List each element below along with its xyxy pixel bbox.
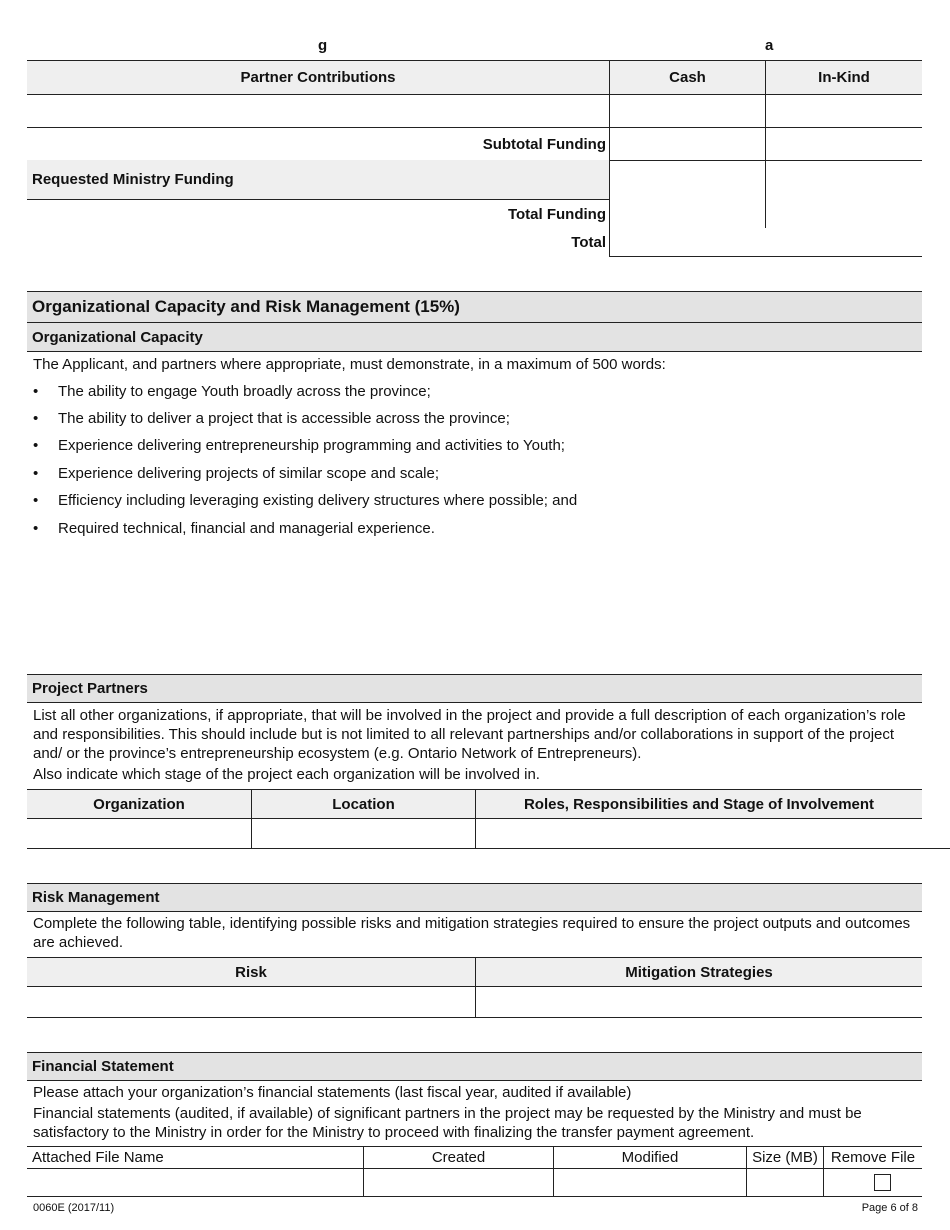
org-capacity-intro: The Applicant, and partners where appropriate, must demonstrate, in a maximum of 500 words: [33, 356, 666, 373]
total-funding-cash-field[interactable] [609, 200, 766, 229]
financial-statement-title: Financial Statement [27, 1052, 922, 1081]
requested-ministry-funding-label: Requested Ministry Funding [27, 160, 610, 200]
attached-file-name-cell[interactable] [27, 1168, 364, 1197]
table-divider [920, 848, 950, 849]
project-partners-description: List all other organizations, if appropriate, that will be involved in the project and provide a full description of each organization’s role and responsibilities. This should include but is not limited to all relevant partnerships and/or collaborations in support of the project and/ or the province’s entrepreneurship ecosystem (e.g. Ontario Network of Entrepreneurs). [33, 707, 906, 762]
remove-file-cell [823, 1168, 922, 1197]
roles-input[interactable] [475, 818, 922, 849]
requested-inkind-input[interactable] [765, 160, 922, 201]
org-capacity-risk-title: Organizational Capacity and Risk Management (15%) [27, 291, 922, 323]
size-header: Size (MB) [746, 1146, 824, 1169]
partner-inkind-input[interactable] [765, 94, 922, 128]
financial-statement-line2: Financial statements (audited, if available) of significant partners in the project may be requested by the Ministry and must be satisfactory to the Ministry in order for the Ministry to proceed with finalizing the transfer payment agreement. [33, 1105, 862, 1141]
risk-management-title: Risk Management [27, 883, 922, 912]
financial-statement-line1: Please attach your organization’s financial statements (last fiscal year, audited if available) [33, 1084, 632, 1101]
modified-header: Modified [553, 1146, 747, 1169]
mitigation-column-header: Mitigation Strategies [475, 957, 922, 987]
clipped-glyph: a [765, 37, 774, 54]
attached-file-name-header: Attached File Name [27, 1146, 364, 1169]
remove-file-checkbox[interactable] [874, 1174, 891, 1191]
partner-contributions-header: Partner Contributions [27, 60, 610, 95]
partner-cash-input[interactable] [609, 94, 766, 128]
total-label: Total [571, 233, 606, 251]
subtotal-cash-field[interactable] [609, 127, 766, 161]
clipped-glyph: g [318, 37, 328, 54]
modified-cell [553, 1168, 747, 1197]
org-capacity-subtitle: Organizational Capacity [27, 322, 922, 352]
project-partners-title: Project Partners [27, 674, 922, 703]
total-funding-label: Total Funding [507, 205, 606, 223]
roles-column-header: Roles, Responsibilities and Stage of Involvement [475, 789, 922, 819]
size-cell [746, 1168, 824, 1197]
total-field[interactable] [609, 228, 922, 257]
cash-header: Cash [609, 60, 766, 95]
location-input[interactable] [251, 818, 476, 849]
organization-input[interactable] [27, 818, 252, 849]
created-cell [363, 1168, 554, 1197]
subtotal-inkind-field[interactable] [765, 127, 922, 161]
location-column-header: Location [251, 789, 476, 819]
mitigation-input[interactable] [475, 986, 922, 1018]
inkind-header: In-Kind [765, 60, 922, 95]
organization-column-header: Organization [27, 789, 252, 819]
project-partners-stage-note: Also indicate which stage of the project each organization will be involved in. [33, 766, 540, 783]
subtotal-funding-label: Subtotal Funding [482, 135, 606, 153]
page-number: Page 6 of 8 [861, 1202, 918, 1214]
partner-name-input[interactable] [27, 94, 610, 128]
risk-management-description: Complete the following table, identifying possible risks and mitigation strategies required to ensure the project outputs and outcomes are achieved. [33, 915, 911, 951]
remove-file-header: Remove File [823, 1146, 922, 1169]
org-capacity-response-area[interactable] [27, 545, 922, 673]
total-funding-inkind-field[interactable] [765, 200, 922, 229]
risk-input[interactable] [27, 986, 476, 1018]
requested-cash-input[interactable] [609, 160, 766, 201]
created-header: Created [363, 1146, 554, 1169]
risk-column-header: Risk [27, 957, 476, 987]
form-code: 0060E (2017/11) [33, 1202, 115, 1214]
